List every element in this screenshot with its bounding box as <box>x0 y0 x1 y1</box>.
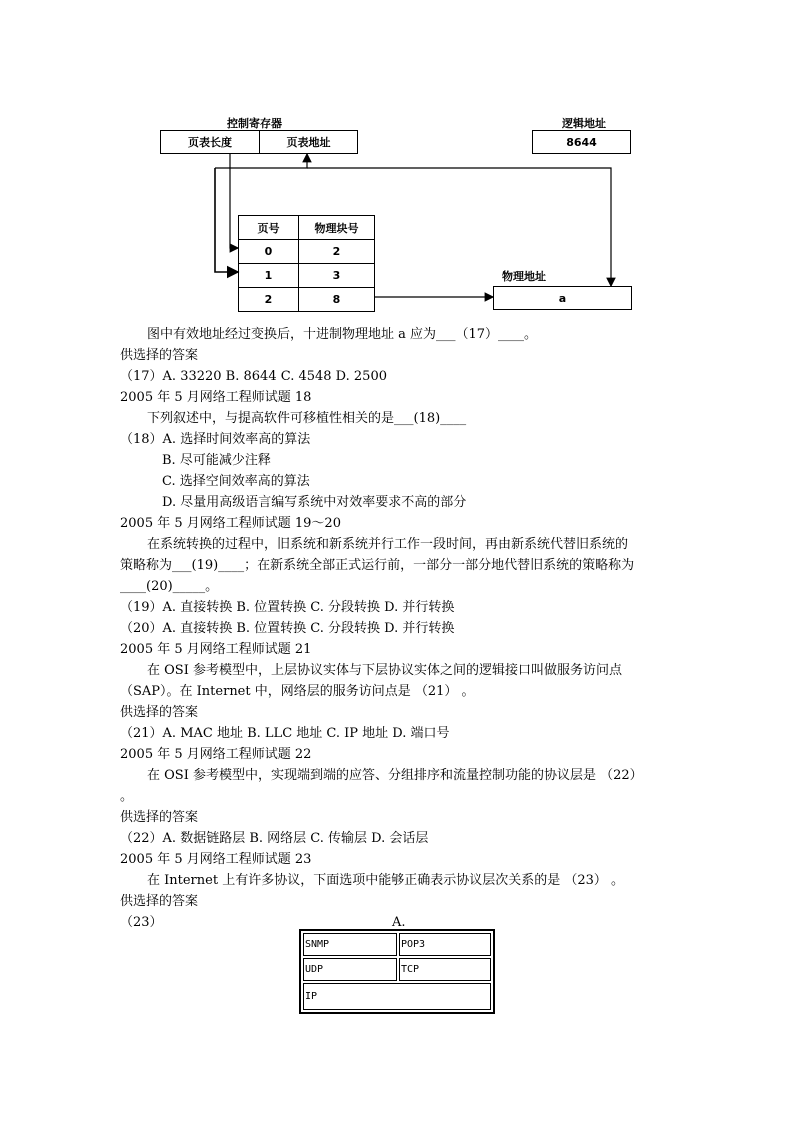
exam-heading-22: 2005 年 5 月网络工程师试题 22 <box>120 747 312 762</box>
choices-heading: 供选择的答案 <box>120 705 199 720</box>
question-22-text-end: 。 <box>120 789 134 804</box>
diagram-arrows <box>0 0 794 330</box>
page-number-cell: 2 <box>239 288 299 312</box>
question-22-text: 在 OSI 参考模型中，实现端到端的应答、分组排序和流量控制功能的协议层是 （22） <box>147 768 643 783</box>
logical-address-title: 逻辑地址 <box>562 117 606 130</box>
block-number-cell: 8 <box>299 288 375 312</box>
protocol-cell: TCP <box>399 958 491 981</box>
protocol-cell: SNMP <box>303 933 397 956</box>
table-row <box>303 933 491 956</box>
question-19-options: （19）A. 直接转换 B. 位置转换 C. 分段转换 D. 并行转换 <box>120 600 455 615</box>
page-table-address-cell: 页表地址 <box>259 130 358 154</box>
protocol-cell: POP3 <box>399 933 491 956</box>
exam-heading-21: 2005 年 5 月网络工程师试题 21 <box>120 642 312 657</box>
exam-heading-23: 2005 年 5 月网络工程师试题 23 <box>120 852 312 867</box>
question-18-option-b: B. 尽可能减少注释 <box>162 453 271 468</box>
arrow-to-row-1 <box>215 168 238 272</box>
question-22-options: （22）A. 数据链路层 B. 网络层 C. 传输层 D. 会话层 <box>120 831 429 846</box>
exam-heading-18: 2005 年 5 月网络工程师试题 18 <box>120 390 312 405</box>
page-number-cell: 0 <box>239 240 299 264</box>
question-21-text-2: （SAP）。在 Internet 中，网络层的服务访问点是 （21） 。 <box>120 684 475 699</box>
control-register-title: 控制寄存器 <box>227 117 282 130</box>
question-18-option-a: （18）A. 选择时间效率高的算法 <box>120 432 311 447</box>
protocol-cell: UDP <box>303 958 397 981</box>
protocol-stack-table <box>299 929 495 1014</box>
question-21-text-1: 在 OSI 参考模型中，上层协议实体与下层协议实体之间的逻辑接口叫做服务访问点 <box>147 663 622 678</box>
question-18-option-c: C. 选择空间效率高的算法 <box>162 474 310 489</box>
block-number-header: 物理块号 <box>299 216 375 240</box>
question-23-text: 在 Internet 上有许多协议，下面选项中能够正确表示协议层次关系的是 （23） 。 <box>147 873 625 888</box>
physical-address-title: 物理地址 <box>502 270 546 283</box>
block-number-cell: 3 <box>299 264 375 288</box>
question-19-20-text-3: ____(20)_____。 <box>120 579 219 594</box>
choices-heading: 供选择的答案 <box>120 894 199 909</box>
block-number-cell: 2 <box>299 240 375 264</box>
logical-address-box: 8644 <box>532 130 631 154</box>
page-table-length-cell: 页表长度 <box>160 130 260 154</box>
physical-address-box: a <box>493 286 632 310</box>
question-21-options: （21）A. MAC 地址 B. LLC 地址 C. IP 地址 D. 端口号 <box>120 726 450 741</box>
page-table-address-link <box>215 154 307 168</box>
table-row <box>303 983 491 1010</box>
question-23-label: （23） <box>120 915 163 930</box>
page-number-cell: 1 <box>239 264 299 288</box>
option-a-label: A. <box>392 915 406 930</box>
question-20-options: （20）A. 直接转换 B. 位置转换 C. 分段转换 D. 并行转换 <box>120 621 455 636</box>
table-row <box>303 958 491 981</box>
protocol-cell: IP <box>303 983 491 1010</box>
question-19-20-text-1: 在系统转换的过程中，旧系统和新系统并行工作一段时间，再由新系统代替旧系统的 <box>147 537 629 552</box>
choices-heading: 供选择的答案 <box>120 348 199 363</box>
exam-heading-19-20: 2005 年 5 月网络工程师试题 19～20 <box>120 516 341 531</box>
question-17-text: 图中有效地址经过变换后，十进制物理地址 a 应为___（17）____。 <box>147 327 538 342</box>
question-17-options: （17）A. 33220 B. 8644 C. 4548 D. 2500 <box>120 369 387 384</box>
question-19-20-text-2: 策略称为___(19)____；在新系统全部正式运行前，一部分一部分地代替旧系统的策略称为 <box>120 558 635 573</box>
choices-heading: 供选择的答案 <box>120 810 199 825</box>
question-18-option-d: D. 尽量用高级语言编写系统中对效率要求不高的部分 <box>162 495 467 510</box>
page-number-header: 页号 <box>239 216 299 240</box>
question-18-text: 下列叙述中，与提高软件可移植性相关的是___(18)____ <box>147 411 467 426</box>
logical-address-link <box>307 168 611 286</box>
